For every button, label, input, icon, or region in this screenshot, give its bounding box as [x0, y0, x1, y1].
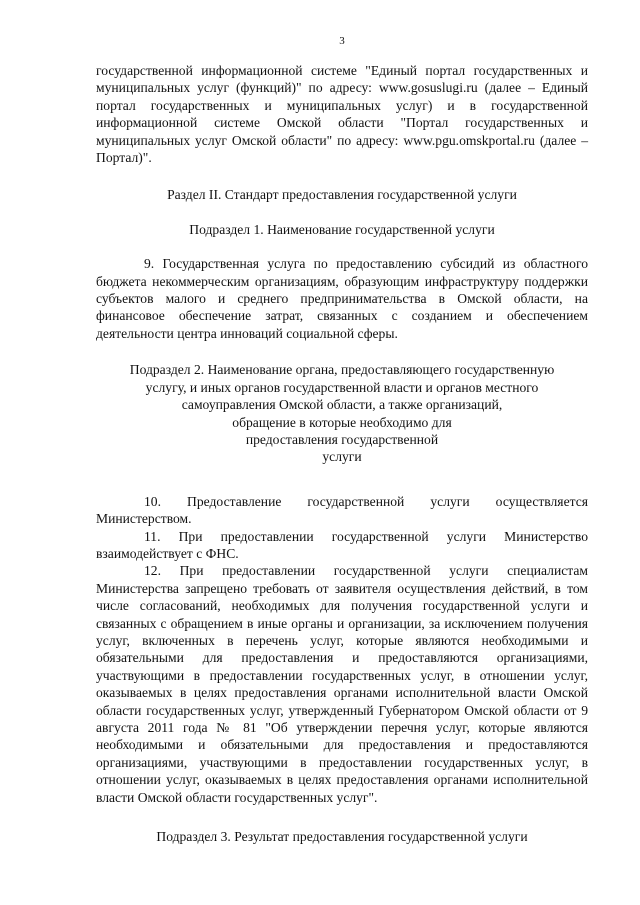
subsection-2-line: услугу, и иных органов государственной власти и органов местного	[145, 379, 539, 395]
paragraph-12: 12. При предоставлении государственной услуги специалистам Министерства запрещено требовать от заявителя осуществления действий, в том числе согласований, необходимых для получения государственной услуги и связанных с обращением в иные органы и организации, за исключением получения услуг, включенных в перечень услуг, которые являются необходимыми и обязательными для предоставления и предоставляются организациями, участвующими в предоставлении государственных услуг, в отношении услуг, оказываемых в целях предоставления органами исполнительной власти Омской области государственных услуг, утвержденный Губернатором Омской области от 9 августа 2011 года № 81 "Об утверждении перечня услуг, которые являются необходимыми и обязательными для предоставления и предоставляются организациями, участвующими в предоставлении государственных услуг, в отношении услуг, оказываемых в целях предоставления органами исполнительной власти Омской области государственных услуг".	[96, 563, 588, 805]
paragraph-9: 9. Государственная услуга по предоставлению субсидий из областного бюджета некоммерческим организациям, образующим инфраструктуру поддержки субъектов малого и среднего предпринимательства в Омской области, на финансовое обеспечение затрат, связанных с созданием и обеспечением деятельности центра инноваций социальной сферы.	[96, 256, 588, 341]
subsection-3-title: Подраздел 3. Результат предоставления государственной услуги	[156, 829, 528, 845]
subsection-2-line: обращение в которые необходимо для	[232, 414, 452, 430]
intro-paragraph: государственной информационной системе "Единый портал государственных и муниципальных услуг (функций)" по адресу: www.gosuslugi.ru (далее – Единый портал государственных и муниципальных услуг) и в государственной информационной системе Омской области "Портал государственных и муниципальных услуг Омской области" по адресу: www.pgu.omskportal.ru (далее – Портал)".	[96, 63, 588, 166]
subsection-1-title: Подраздел 1. Наименование государственной услуги	[189, 221, 495, 237]
subsection-2-line: предоставления государственной	[245, 431, 439, 447]
subsection-2-line: Подраздел 2. Наименование органа, предоставляющего государственную	[129, 362, 555, 378]
subsection-2-line: услуги	[322, 449, 362, 465]
subsection-2-title	[96, 361, 588, 465]
paragraph-11: 11. При предоставлении государственной услуги Министерство взаимодействует с ФНС.	[96, 528, 588, 561]
subsection-2-line: самоуправления Омской области, а также организаций,	[181, 397, 503, 413]
page-number: 3	[339, 35, 345, 47]
section-title: Раздел II. Стандарт предоставления государственной услуги	[167, 187, 517, 203]
paragraph-10: 10. Предоставление государственной услуги осуществляется Министерством.	[96, 493, 588, 527]
